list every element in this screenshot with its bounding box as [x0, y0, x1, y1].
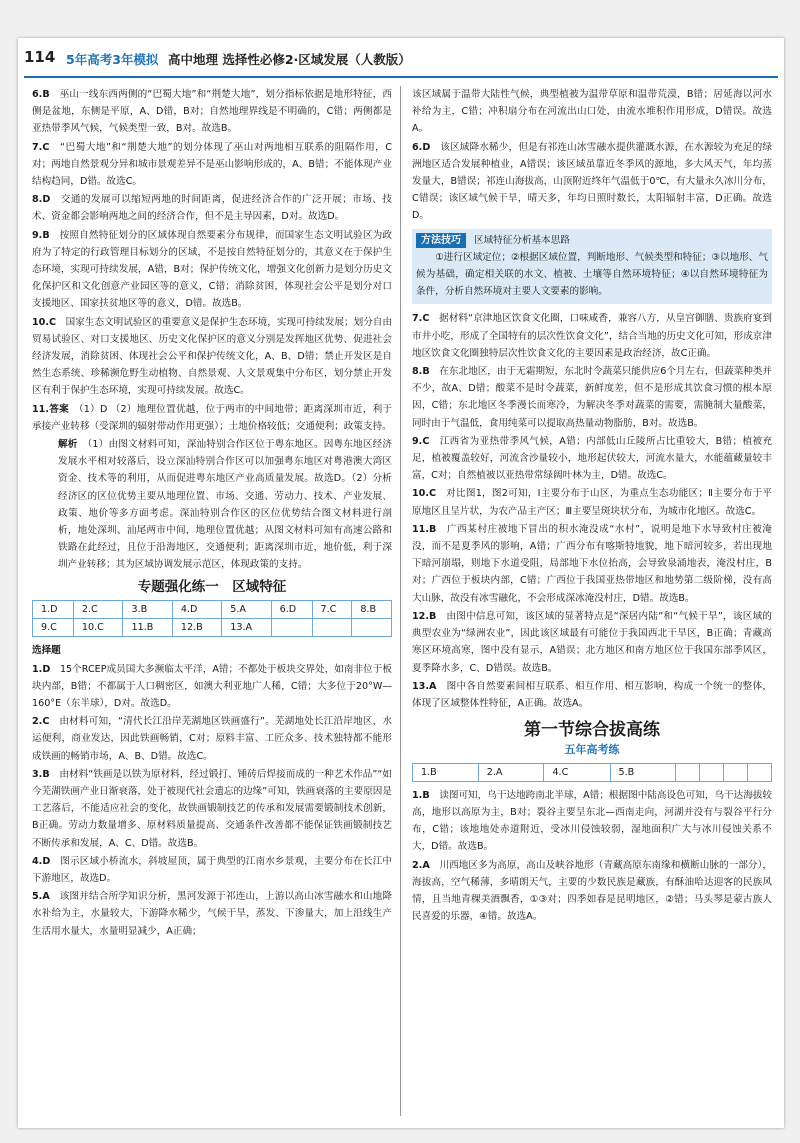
answer-p5: 5.A 该图并结合所学知识分析，黑河发源于祁连山，上游以高山冰雪融水和山地降水补给为主，水量较大，下游降水稀少，气候干旱，蒸发、下渗量大，加上沿线生产生活用水量大，水量明显减少，A正确；: [32, 891, 393, 937]
table-cell: [271, 619, 312, 637]
answer-r11: 11.B 广西某村庄被地下冒出的积水淹没成“水村”，说明是地下水导致村庄被淹没，而不是夏季风的影响，A错；广西分布有喀斯特地貌，地下暗河较多，若出现地下暗河崩塌，则地下水道受阻，局部地下水位抬高，会导致泉涌地表，淹没村庄，B对；广西位于板块内部，C错；广西位于我国亚热带地区和地势第二级阶梯，没有高大山脉，故没有冰雪融化，不会形成深冰淹没村庄，D错。故选B。: [412, 523, 772, 604]
answer-p6: 6.D 该区域降水稀少，但是有祁连山冰雪融水提供灌溉水源，在水源较为充足的绿洲地区适合发展种植业，A错误；该区域虽靠近冬季风的源地，多大风天气，年均蒸发量大，B错误；祁连山海拔高，山顶附近终年气温低于0℃，有大量永久冰川分布，C错误；该区域气候干旱，晴天多，年均日照时数长，太阳辐射丰富，D正确。故选D。: [412, 141, 773, 222]
table-cell: [676, 763, 700, 781]
answer-p1: 1.D 15个RCEP成员国大多濒临太平洋，A错；不都处于板块交界处，如南非位于板块内部，B错；不都属于人口稠密区，如澳大利亚地广人稀，C错；大多位于20°W—160°E（东半球），D对。故选D。: [32, 663, 392, 709]
answer-table-2: [412, 763, 772, 782]
table-cell: [312, 619, 352, 637]
answer-q8: 8.D 交通的发展可以缩短两地的时间距离，促进经济合作的广泛开展；市场、技术、资金都会影响两地之间的经济合作，但不是主导因素，D对。故选D。: [32, 194, 393, 223]
answer-s1: 1.B 读图可知，乌干达地跨南北半球，A错；根据图中陆高设色可知，乌干达海拔较高，地形以高原为主，B对；裂谷主要呈东北—西南走向，河湖并没有与裂谷平行分布，C错；该地地处赤道附近，受冰川侵蚀较弱，湿地面积广大与冰川侵蚀关系不大，D错。故选B。: [412, 789, 773, 853]
table-cell: [352, 619, 392, 637]
table-row: [33, 600, 392, 618]
answer-q7: 7.C “巴蜀大地”和“荆楚大地”的划分体现了巫山对两地相互联系的阻隔作用，C对；两地自然景观分异和城市景观差异不是巫山影响形成的，A、B错；不能体现产业结构趋同，D错。故选C。: [32, 141, 392, 188]
answer-q6: 6.B 巫山一线东西两侧的“巴蜀大地”和“荆楚大地”，划分指标依据是地形特征，西侧是盆地，东侧是平原，A、D错，B对；自然地理界线是不明确的，C错；两侧都是亚热带季风气候，气候类型一致，B对。故选B。: [32, 89, 392, 135]
table-cell: [700, 763, 724, 781]
table-cell: 7.C: [312, 600, 352, 618]
table-cell: 3.B: [123, 600, 172, 618]
answer-r12: 12.B 由图中信息可知，该区域的显著特点是“深居内陆”和“气候干旱”，该区域的典型农业为“绿洲农业”，因此该区域最有可能位于我国西北干旱区，B正确；青藏高寒区环境高寒，图中没有显示，A错误；北方地区和南方地区位于我国东部季风区，夏季降水多，C、D错误。故选B。: [412, 610, 773, 674]
left-column: [32, 86, 392, 941]
table-cell: 1.B: [413, 763, 479, 781]
page-header: [18, 46, 784, 72]
practice-title: 专题强化练一 区域特征: [137, 578, 287, 595]
right-column: [412, 86, 772, 926]
answer-r9: 9.C 江西省为亚热带季风气候，A错；内部低山丘陵所占比重较大，B错；植被充足，植被覆盖较好，河流含沙量较小，地形起伏较大，河流水量大，水能蕴藏量较丰富，C对；自然植被以亚热带常绿阔叶林为主，D错。故选C。: [412, 435, 773, 482]
method-tag: 方法技巧: [416, 233, 466, 248]
method-title: 区域特征分析基本思路: [474, 234, 570, 246]
answer-s2: 2.A 川西地区多为高原，高山及峡谷地形（青藏高原东南缘和横断山脉的一部分），海拔高，空气稀薄，多晴朗天气，主要的少数民族是藏族，有酥油哈达迎客的民族风情，且当地青稞美酒飘香，①③对；四季如春是昆明地区，②错；马头琴是蒙古族人民喜爱的乐器，④错。故选A。: [412, 859, 772, 923]
table-cell: 10.C: [73, 619, 123, 637]
answer-p3: 3.B 由材料“铁画是以铁为原材料，经过锻打、锤砖后焊接而成的一种艺术作品”“如今芜湖铁画产业日渐衰落，处于被现代社会遗忘的边缘”可知，铁画衰落的主要原因是工艺落后，不能适应社会的变化，故铁画锻制技艺的传承和发展需要锻制技术创新，B正确。劳动力数量增多、原材料质量提高、交通条件改善都不能保证铁画锻制技艺不断传承和发展，A、C、D错。故选B。: [32, 768, 392, 849]
table-cell: 6.D: [271, 600, 312, 618]
analysis-q11: 解析 （1）由图文材料可知，深汕特别合作区位于粤东地区。因粤东地区经济发展水平相对较落后，设立深汕特别合作区可以加强粤东地区对粤港澳大湾区资金、技术等的利用，从而促进粤东地区产业高质量发展。故选D。（2）分析经济区的区位优势主要从地理位置、市场、交通、劳动力、技术、产业发展、政策、地价等多方面考虑。深汕特别合作区的区位优势结合图文材料进行剖析，地处深圳、汕尾两市中间，地理位置优越；从图文材料可知有高速公路和铁路在此经过，且位于沿海地区，交通便利；距离深圳市近，地价低，利于深圳产业转移；其为区域协调发展示范区，体现政策的支持。: [58, 439, 393, 571]
book-title: 高中地理 选择性必修2·区域发展（人教版）: [168, 52, 411, 67]
answer-p4: 4.D 图示区域小桥流水，斜坡屋顶，属于典型的江南水乡景观，主要分布在长江中下游地区，故选D。: [32, 855, 393, 884]
answer-q9: 9.B 按照自然特征划分的区域体现自然要素分布规律，而国家生态文明试验区为政府为了特定的行政管理目标划分的区域，不是按自然特征划分的，其意义在于保护生态环境，实现可持续发展，A错，B对；保护传统文化，增强文化创新力是划分历史文化保护区和文化创意产业园区等的意义，C错；消除贫困，体现社会公平是划分对口支援地区、国家扶贫地区等的意义，D错。故选B。: [32, 229, 393, 310]
column-divider: [400, 86, 401, 1116]
page: [18, 38, 784, 1128]
header-rule: [24, 76, 778, 78]
table-cell: 8.B: [352, 600, 392, 618]
table-cell: 5.B: [610, 763, 676, 781]
section-subtitle: 五年高考练: [564, 743, 620, 757]
table-cell: 9.C: [33, 619, 74, 637]
answer-table: [32, 600, 392, 637]
table-cell: 13.A: [222, 619, 271, 637]
answer-q10: 10.C 国家生态文明试验区的重要意义是保护生态环境，实现可持续发展；划分自由贸易试验区、对口支援地区、历史文化保护区的意义分别是发挥地区优势、促进社会经济发展，消除贫困、体现社会公平和保护传统文化，A、B、D错；禁止开发区是自然生态系统、珍稀濒危野生动植物、自然景观、人文景观集中分布区，划分禁止开发区有利于保护生态环境，实现可持续发展。故选C。: [32, 316, 393, 397]
table-cell: 5.A: [222, 600, 271, 618]
section-title: 第一节综合拔高练: [524, 720, 660, 741]
page-number: 114: [24, 48, 56, 66]
table-cell: [748, 763, 772, 781]
method-tips-header: [416, 232, 768, 249]
table-cell: 11.B: [123, 619, 172, 637]
table-cell: 1.D: [33, 600, 74, 618]
table-row: [33, 619, 392, 637]
table-cell: 2.C: [73, 600, 123, 618]
method-tips-box: [412, 229, 772, 305]
answer-p5-continued: 该区域属于温带大陆性气候，典型植被为温带草原和温带荒漠，B错；居延海以河水补给为主，C错；冲积扇分布在河流出山口处，由流水堆积作用形成，D错误。故选A。: [412, 89, 772, 135]
series-name: 5年高考3年模拟: [66, 52, 159, 67]
answer-r10: 10.C 对比图1，图2可知，Ⅰ主要分布于山区，为重点生态功能区；Ⅱ主要分布于平原地区且呈片状，为农产品主产区；Ⅲ主要呈斑块状分布，为城市化地区。故选C。: [412, 488, 772, 517]
answer-r8: 8.B 在东北地区，由于无霜期短，东北时令蔬菜只能供应6个月左右，但蔬菜种类并不少，故A、D错；酸菜不是时令蔬菜，新鲜度差，但不是形成其饮食习惯的根本原因，C错；东北地区冬季漫长而寒冷，为解决冬季对蔬菜的需要，需腌制大量酸菜，同时由于气温低，食用纯菜可以提取高热量动物脂肪，B对。故选B。: [412, 366, 772, 429]
table-cell: 2.A: [478, 763, 544, 781]
answer-r13: 13.A 图中各自然要素间相互联系、相互作用、相互影响，构成一个统一的整体，体现了区域整体性特征，A正确。故选A。: [412, 680, 773, 709]
answer-p2: 2.C 由材料可知，“清代长江沿岸芜湖地区铁画盛行”。芜湖地处长江沿岸地区，水运便利，商业发达，因此铁画畅销，C对；原料丰富、工匠众多、技术独特都不能形成铁画的畅销市场，A、B、D错。故选C。: [32, 716, 393, 762]
method-body: ①进行区域定位；②根据区域位置，判断地形、气候类型和特征；③以地形、气候为基础，确定相关联的水文、植被、土壤等自然环境特征；④以自然环境特征为条件，分析自然环境对主要人文要素的影响。: [416, 251, 768, 298]
table-cell: 4.C: [544, 763, 610, 781]
answer-q11: 11.答案 （1）D （2）地理位置优越，位于两市的中间地带；距离深圳市近，利于承接产业转移（受深圳的辐射带动作用更强）；土地价格较低；交通便利；政策支持。: [32, 403, 393, 432]
table-row: [413, 763, 772, 781]
table-cell: [724, 763, 748, 781]
table-cell: 12.B: [172, 619, 221, 637]
table-cell: 4.D: [172, 600, 221, 618]
choice-label: 选择题: [32, 645, 61, 657]
answer-r7: 7.C 据材料“京津地区饮食文化圈，口味咸香，兼容八方，从皇宫御膳、贵族府宴到市井小吃，形成了全国特有的层次性饮食文化”，结合当地的历史文化可知，形成京津地区饮食文化圈独特层次性饮食文化的主要因素是政治经济，故C正确。: [412, 313, 772, 359]
